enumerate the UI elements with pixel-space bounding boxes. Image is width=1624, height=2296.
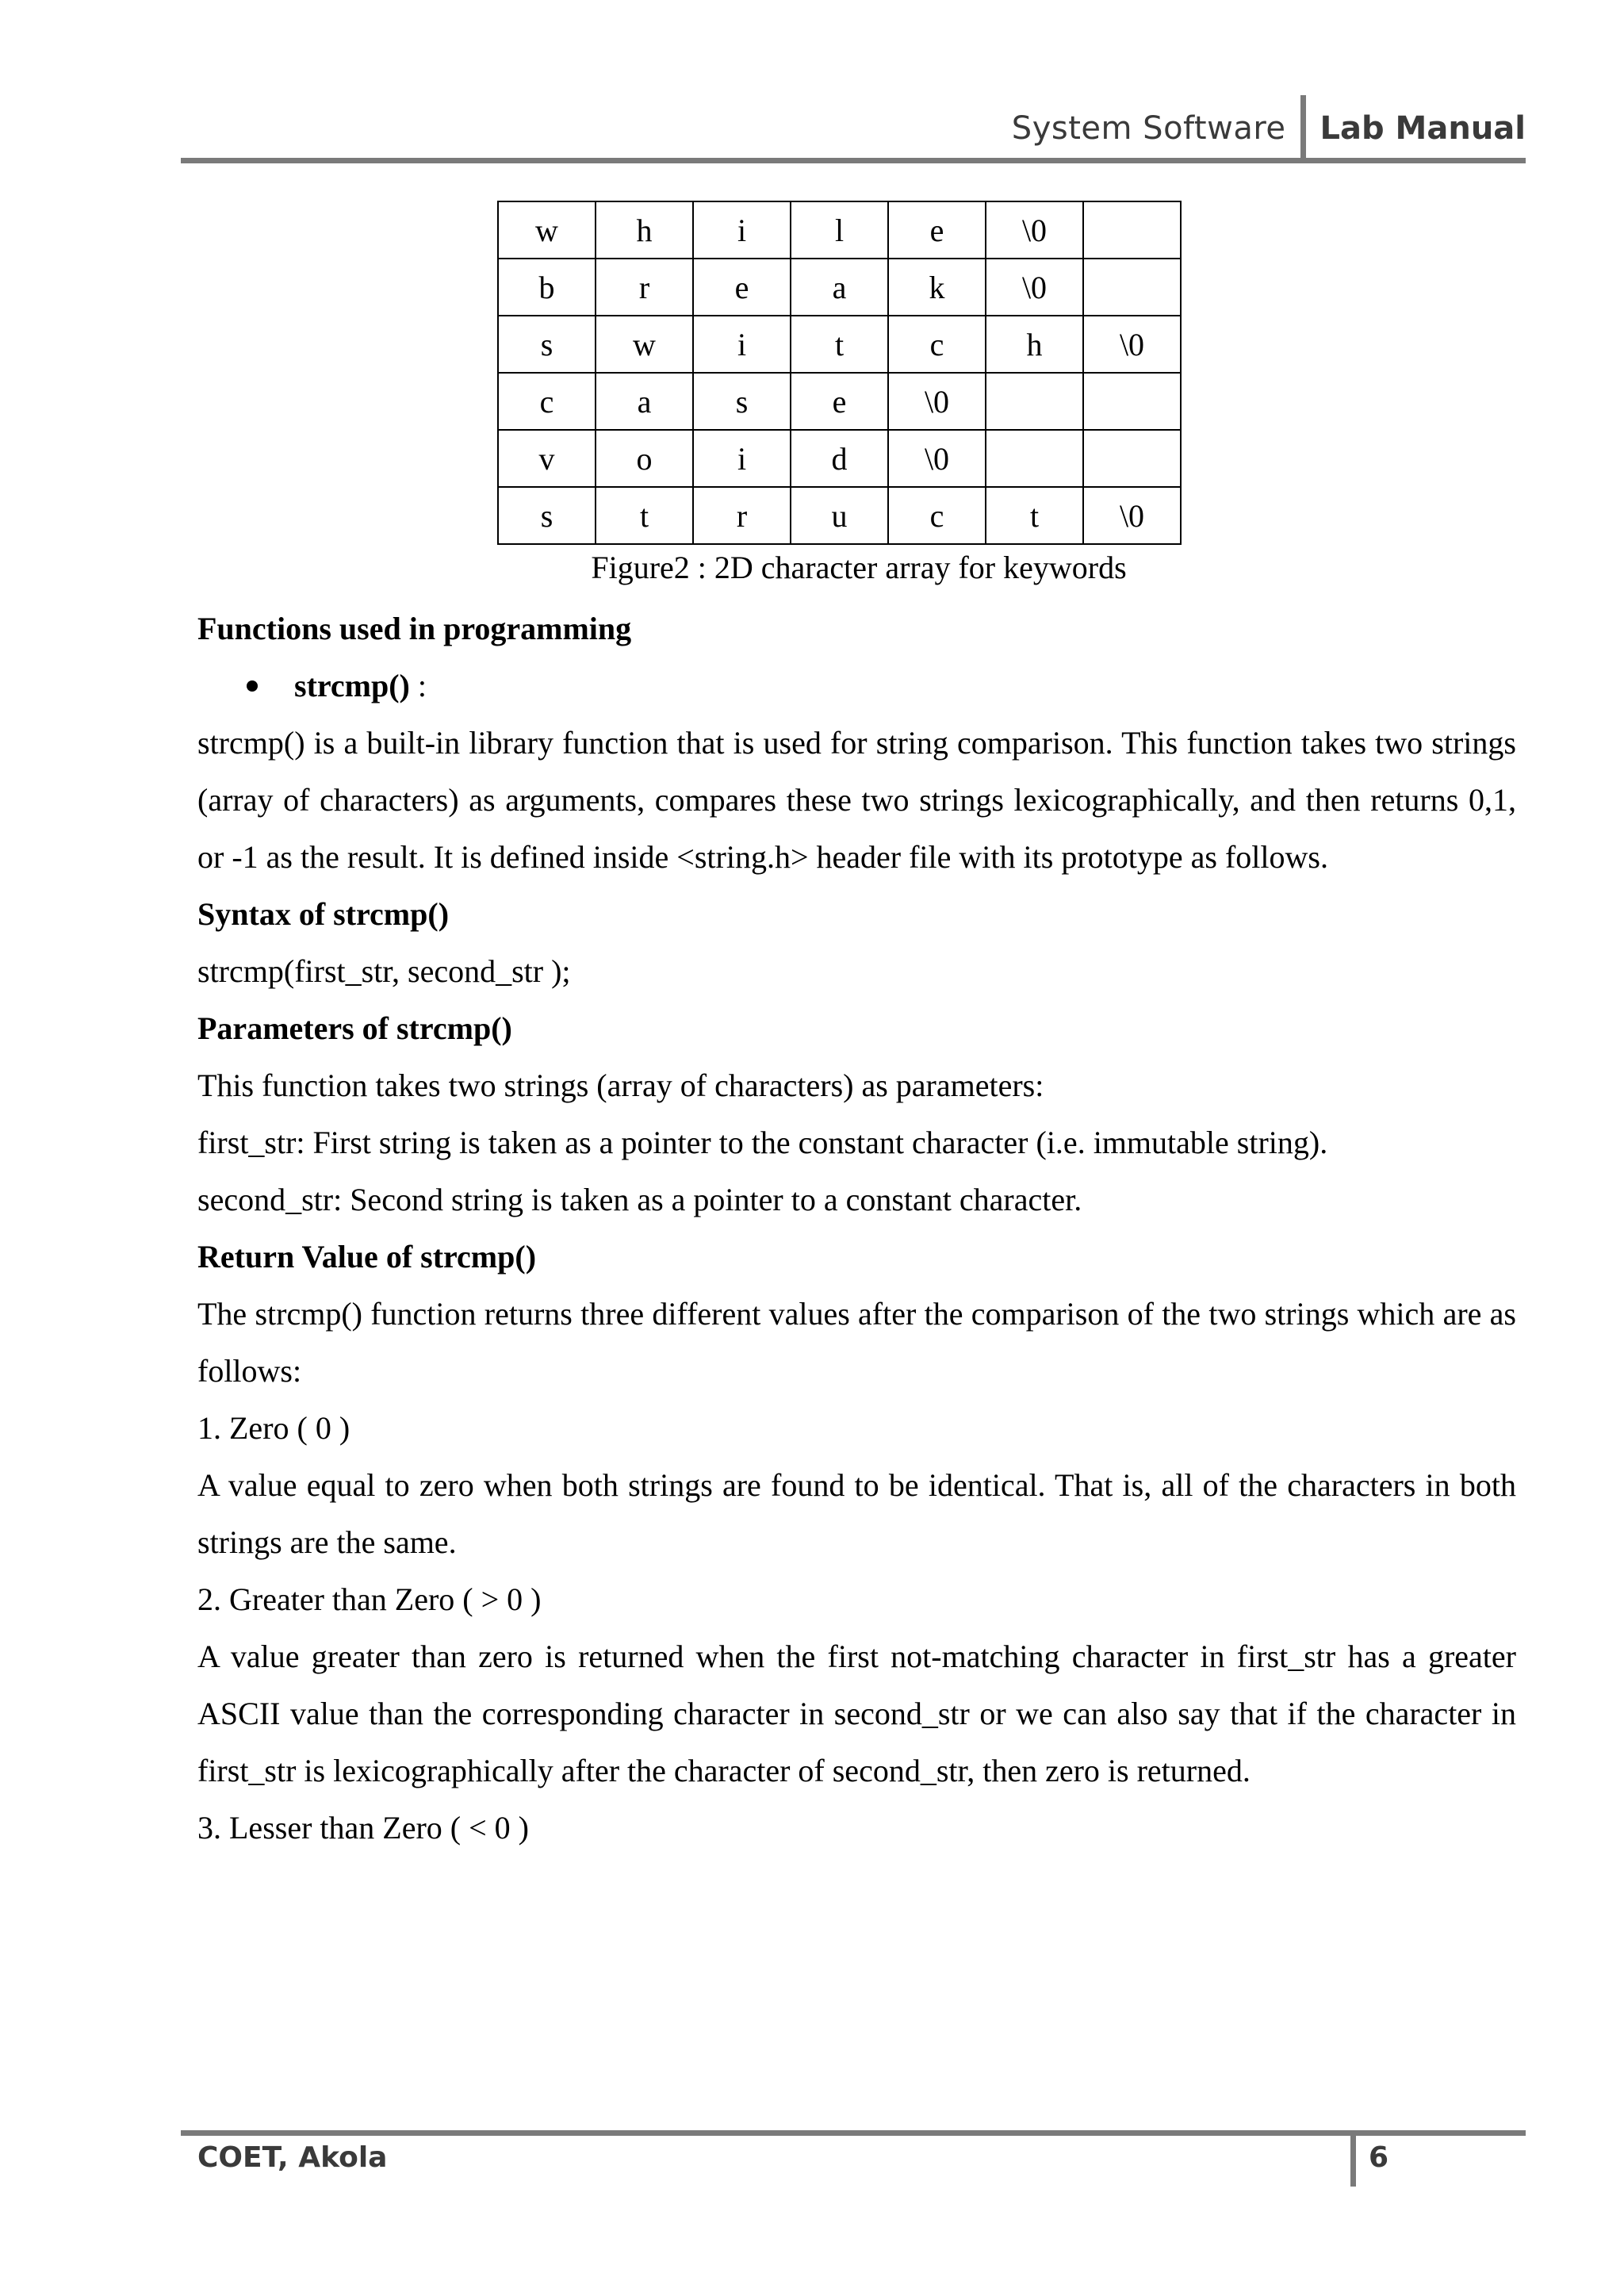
header-divider — [1300, 95, 1306, 162]
table-cell: d — [791, 430, 888, 487]
table-cell: o — [596, 430, 693, 487]
table-cell: c — [498, 373, 596, 430]
table-cell: w — [596, 316, 693, 373]
table-cell: s — [693, 373, 791, 430]
table-cell: t — [596, 487, 693, 544]
table-cell: e — [693, 259, 791, 316]
table-cell: s — [498, 487, 596, 544]
table-cell: \0 — [986, 201, 1083, 259]
strcmp-description: strcmp() is a built-in library function that is used for string comparison. This function takes two strings (array of characters) as arguments, compares these two strings lexicographically, and then returns 0,1, or -1 as the result. It is defined inside <string.h> header file with its prototype as follows. — [197, 725, 1516, 875]
table-row — [498, 316, 1181, 373]
table-cell — [1083, 430, 1181, 487]
zero-description: A value equal to zero when both strings are found to be identical. That is, all of the characters in both strings are the same. — [197, 1467, 1516, 1560]
table-cell — [1083, 259, 1181, 316]
zero-title: 1. Zero ( 0 ) — [197, 1410, 350, 1446]
table-cell: a — [596, 373, 693, 430]
bullet-icon — [247, 680, 258, 692]
table-row — [498, 259, 1181, 316]
table-cell: h — [986, 316, 1083, 373]
table-cell: l — [791, 201, 888, 259]
parameters-heading: Parameters of strcmp() — [197, 1010, 512, 1046]
table-cell: a — [791, 259, 888, 316]
table-cell: \0 — [888, 430, 986, 487]
table-row — [498, 487, 1181, 544]
header-rule — [181, 158, 1526, 163]
table-row — [498, 430, 1181, 487]
table-row — [498, 201, 1181, 259]
table-cell: r — [596, 259, 693, 316]
table-cell: i — [693, 430, 791, 487]
footer-rule — [181, 2130, 1526, 2136]
table-cell: \0 — [888, 373, 986, 430]
table-cell: u — [791, 487, 888, 544]
table-cell: h — [596, 201, 693, 259]
table-cell: \0 — [986, 259, 1083, 316]
parameters-intro: This function takes two strings (array of characters) as parameters: — [197, 1068, 1044, 1103]
functions-heading: Functions used in programming — [197, 611, 632, 646]
table-cell: c — [888, 487, 986, 544]
bullet-label: strcmp() — [294, 668, 410, 703]
param-second: second_str: Second string is taken as a pointer to a constant character. — [197, 1182, 1082, 1217]
footer-institution: COET, Akola — [197, 2141, 388, 2174]
syntax-line: strcmp(first_str, second_str ); — [197, 953, 571, 989]
table-cell — [1083, 201, 1181, 259]
bullet-suffix: : — [409, 668, 427, 703]
header-title: System Software — [1011, 110, 1286, 147]
table-cell: e — [888, 201, 986, 259]
table-cell: c — [888, 316, 986, 373]
table-cell: k — [888, 259, 986, 316]
page-header — [1012, 95, 1526, 162]
table-cell: t — [791, 316, 888, 373]
table-cell: \0 — [1083, 487, 1181, 544]
syntax-heading: Syntax of strcmp() — [197, 896, 450, 932]
table-cell — [986, 430, 1083, 487]
figure-caption: Figure2 : 2D character array for keywords — [591, 550, 1127, 585]
table-cell: v — [498, 430, 596, 487]
table-cell: b — [498, 259, 596, 316]
table-cell: t — [986, 487, 1083, 544]
greater-description: A value greater than zero is returned when the first not-matching character in first_str has a greater ASCII value than the corresponding character in second_str or we can also say that if the character in first_str is lexicographically after the character of second_str, then zero is returned. — [197, 1639, 1516, 1788]
lesser-title: 3. Lesser than Zero ( < 0 ) — [197, 1810, 529, 1846]
table-cell: e — [791, 373, 888, 430]
return-heading: Return Value of strcmp() — [197, 1239, 537, 1274]
greater-title: 2. Greater than Zero ( > 0 ) — [197, 1581, 542, 1617]
keyword-char-table — [497, 201, 1182, 545]
table-cell — [1083, 373, 1181, 430]
return-intro: The strcmp() function returns three different values after the comparison of the two strings which are as follows: — [197, 1296, 1516, 1389]
table-cell: i — [693, 201, 791, 259]
footer-divider — [1350, 2136, 1356, 2187]
table-cell: w — [498, 201, 596, 259]
page-number: 6 — [1369, 2141, 1389, 2174]
header-subtitle: Lab Manual — [1320, 110, 1526, 147]
param-first: first_str: First string is taken as a pointer to the constant character (i.e. immutable string). — [197, 1125, 1328, 1160]
table-cell: s — [498, 316, 596, 373]
main-content — [197, 600, 1516, 1857]
table-cell: \0 — [1083, 316, 1181, 373]
strcmp-bullet — [197, 657, 1516, 715]
table-cell — [986, 373, 1083, 430]
table-row — [498, 373, 1181, 430]
table-cell: r — [693, 487, 791, 544]
table-cell: i — [693, 316, 791, 373]
